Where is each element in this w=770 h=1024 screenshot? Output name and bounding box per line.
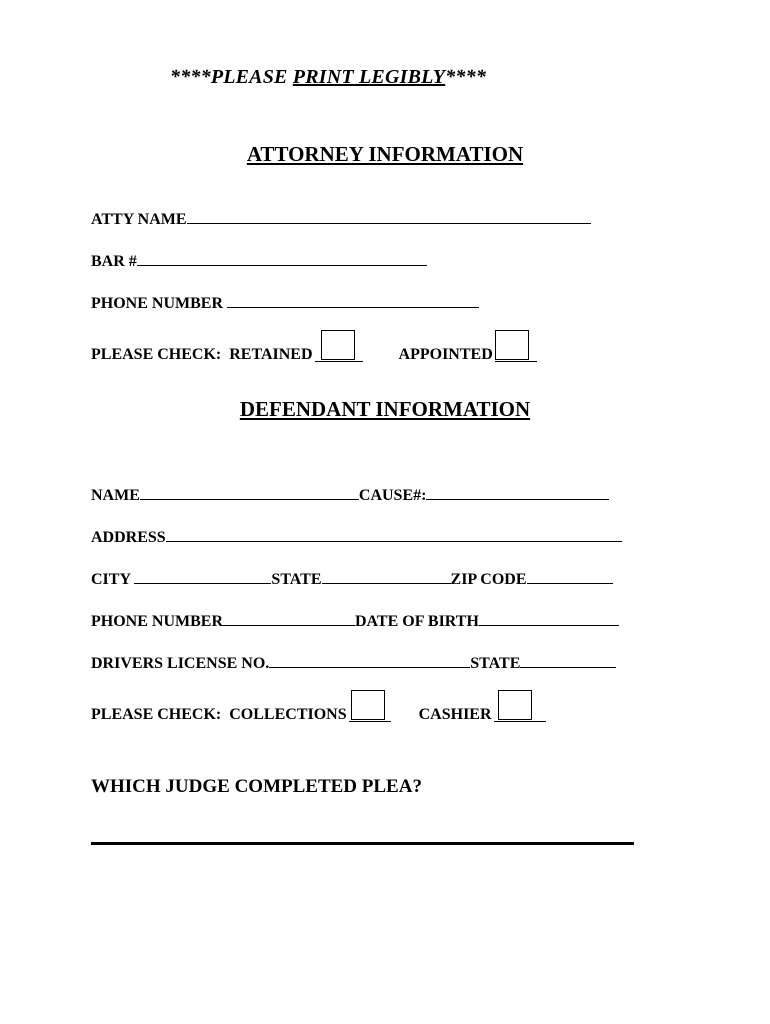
judge-answer-field[interactable] bbox=[91, 842, 634, 845]
def-phone-field[interactable] bbox=[223, 610, 355, 626]
appointed-checkbox-square[interactable] bbox=[495, 330, 529, 360]
cause-label: CAUSE#: bbox=[358, 487, 427, 504]
bar-number-label: BAR # bbox=[91, 253, 137, 270]
collections-checkbox-underline bbox=[349, 721, 391, 722]
bar-number-field[interactable] bbox=[137, 250, 427, 266]
atty-phone-label: PHONE NUMBER bbox=[91, 295, 223, 312]
collections-checkbox[interactable] bbox=[349, 694, 391, 726]
atty-name-field[interactable] bbox=[187, 208, 591, 224]
atty-phone-row bbox=[91, 292, 479, 314]
address-label: ADDRESS bbox=[91, 529, 166, 546]
def-check-row bbox=[91, 694, 546, 723]
city-label: CITY bbox=[91, 571, 131, 588]
retained-checkbox-underline bbox=[315, 361, 363, 362]
license-state-label: STATE bbox=[470, 655, 521, 672]
retained-checkbox-square[interactable] bbox=[321, 330, 355, 360]
retained-label: RETAINED bbox=[229, 346, 313, 363]
atty-check-row bbox=[91, 334, 537, 363]
def-name-label: NAME bbox=[91, 487, 140, 504]
state-label: STATE bbox=[271, 571, 322, 588]
notice-prefix: **** bbox=[170, 66, 211, 88]
print-legibly-notice bbox=[170, 66, 486, 89]
cause-number-field[interactable] bbox=[426, 484, 609, 500]
address-row bbox=[91, 526, 622, 548]
appointed-label: APPOINTED bbox=[398, 346, 493, 363]
atty-name-row bbox=[91, 208, 591, 230]
defendant-information-heading: DEFENDANT INFORMATION bbox=[239, 397, 531, 421]
appointed-checkbox[interactable] bbox=[495, 334, 537, 366]
def-name-row bbox=[91, 484, 609, 506]
dob-field[interactable] bbox=[479, 610, 619, 626]
license-label: DRIVERS LICENSE NO. bbox=[91, 655, 270, 672]
judge-question: WHICH JUDGE COMPLETED PLEA? bbox=[91, 776, 422, 797]
cashier-checkbox-underline bbox=[494, 721, 546, 722]
cashier-checkbox[interactable] bbox=[494, 694, 546, 726]
cashier-label: CASHIER bbox=[418, 706, 492, 723]
license-row bbox=[91, 652, 616, 674]
zip-label: ZIP CODE bbox=[450, 571, 527, 588]
bar-number-row bbox=[91, 250, 427, 272]
state-field[interactable] bbox=[322, 568, 451, 584]
notice-word-print-legibly: PRINT LEGIBLY bbox=[292, 66, 446, 88]
atty-name-label: ATTY NAME bbox=[91, 211, 187, 228]
dob-label: DATE OF BIRTH bbox=[355, 613, 479, 630]
zip-field[interactable] bbox=[527, 568, 613, 584]
appointed-checkbox-underline bbox=[495, 361, 537, 362]
atty-check-label: PLEASE CHECK: bbox=[91, 346, 222, 363]
def-check-label: PLEASE CHECK: bbox=[91, 706, 222, 723]
atty-phone-field[interactable] bbox=[227, 292, 479, 308]
notice-suffix: **** bbox=[445, 66, 487, 88]
city-state-zip-row bbox=[91, 568, 613, 590]
address-field[interactable] bbox=[166, 526, 622, 542]
city-field[interactable] bbox=[134, 568, 271, 584]
def-phone-label: PHONE NUMBER bbox=[91, 613, 223, 630]
retained-checkbox[interactable] bbox=[315, 334, 363, 366]
license-state-field[interactable] bbox=[520, 652, 616, 668]
license-field[interactable] bbox=[269, 652, 470, 668]
def-name-field[interactable] bbox=[140, 484, 359, 500]
cashier-checkbox-square[interactable] bbox=[498, 690, 532, 720]
notice-word-please: PLEASE bbox=[210, 66, 288, 88]
attorney-information-heading: ATTORNEY INFORMATION bbox=[246, 142, 524, 166]
collections-checkbox-square[interactable] bbox=[351, 690, 385, 720]
collections-label: COLLECTIONS bbox=[229, 706, 347, 723]
phone-dob-row bbox=[91, 610, 619, 632]
